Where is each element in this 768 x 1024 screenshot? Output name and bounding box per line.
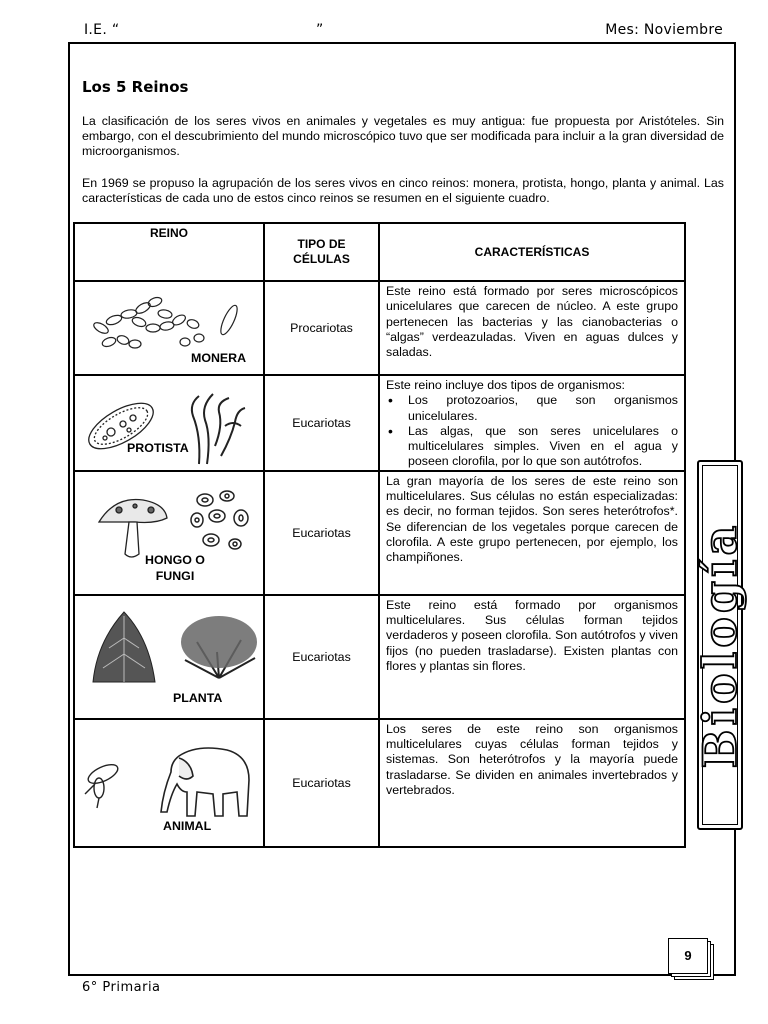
header-tipo-line2: CÉLULAS [293,252,350,266]
page-title: Los 5 Reinos [82,78,189,96]
institution-header [84,22,324,38]
protista-image-cell [74,375,264,471]
cell-type-monera: Procariotas [264,281,379,375]
grade-footer: 6° Primaria [82,980,161,995]
kingdom-name-animal: ANIMAL [163,818,212,833]
subject-side-tab [693,460,747,830]
frame-right-border-lower [734,830,736,976]
list-item: • Los protozoarios, que son organismos unicelulares. [386,393,678,424]
header-rule [68,42,736,44]
yeast-cells-illustration [187,486,257,556]
kingdom-name-protista: PROTISTA [127,441,189,455]
header-tipo-celulas [264,223,379,281]
table-row-animal [74,719,685,847]
table-header-row [74,223,685,281]
table-row-monera [74,281,685,375]
institution-close-quote: ” [316,22,324,38]
animal-image-cell [74,719,264,847]
characteristics-hongo: La gran mayoría de los seres de este reino son multicelulares. Sus células no están especializadas: es decir, no forman tejidos. Son seres heterótrofos*. Se diferencian de los vegetales porque carecen de clorofila. A este grupo pertenecen, por ejemplo, los champiñones. [379,471,685,595]
kingdom-name-hongo [139,552,211,584]
kingdom-name-planta: PLANTA [173,690,223,705]
table-row-hongo [74,471,685,595]
monera-image-cell [74,281,264,375]
frame-right-border [734,42,736,462]
header-reino: REINO [74,223,264,281]
characteristics-planta: Este reino está formado por organismos multicelulares. Sus células forman tejidos verdaderos y poseen clorofila. Son autótrofos y viven fijos (no pueden trasladarse). Existen plantas con flores y plantas sin flores. [379,595,685,719]
page-number-badge [668,938,712,978]
kingdoms-table [73,222,686,848]
hongo-image-cell [74,471,264,595]
cell-type-hongo: Eucariotas [264,471,379,595]
protista-intro: Este reino incluye dos tipos de organismos: [386,378,625,392]
frame-left-border [68,42,70,976]
planta-image-cell [74,595,264,719]
cell-type-protista: Eucariotas [264,375,379,471]
algae-illustration [179,386,259,466]
fern-illustration [89,608,159,688]
subject-label: Biología [693,521,747,769]
characteristics-monera: Este reino está formado por seres microscópicos unicelulares que carecen de núcleo. A este grupo pertenecen las bacterias y las cianobacterias o “algas” verdeazuladas. Viven en aguas dulces y saladas. [379,281,685,375]
bush-illustration [177,612,261,682]
list-item: • Las algas, que son seres unicelulares o multicelulares simples. Viven en el agua y poseen clorofila, por lo que son autótrofos. [386,424,678,470]
month-label: Mes: Noviembre [605,22,723,38]
intro-paragraph-1: La clasificación de los seres vivos en animales y vegetales es muy antigua: fue propuesta por Aristóteles. Sin embargo, con el descubrimiento del mundo microscópico tuvo que ser modificada para incluir a la gran diversidad de microorganismos. [82,114,724,158]
characteristics-animal: Los seres de este reino son organismos multicelulares cuyas células forman tejidos y sistemas. Son heterótrofos y la mayoría puede trasladarse. Se dividen en animales invertebrados y vertebrados. [379,719,685,847]
header-caracteristicas: CARACTERÍSTICAS [379,223,685,281]
elephant-illustration [157,736,257,826]
kingdom-name-hongo-line2: FUNGI [155,568,195,583]
kingdom-name-monera: MONERA [191,351,247,365]
institution-label: I.E. “ [84,22,120,38]
table-row-planta [74,595,685,719]
cell-type-planta: Eucariotas [264,595,379,719]
protista-bullet-list [386,393,678,469]
table-row-protista [74,375,685,471]
header-tipo-line1: TIPO DE [297,237,346,251]
page-number: 9 [684,948,692,963]
kingdom-name-hongo-line1: HONGO O [145,552,205,567]
fly-illustration [81,754,127,810]
frame-bottom-border [68,974,736,976]
intro-paragraph-2: En 1969 se propuso la agrupación de los seres vivos en cinco reinos: monera, protista, hongo, planta y animal. Las características de cada uno de estos cinco reinos se resumen en el siguiente cuadro. [82,176,724,205]
cell-type-animal: Eucariotas [264,719,379,847]
characteristics-protista [379,375,685,471]
